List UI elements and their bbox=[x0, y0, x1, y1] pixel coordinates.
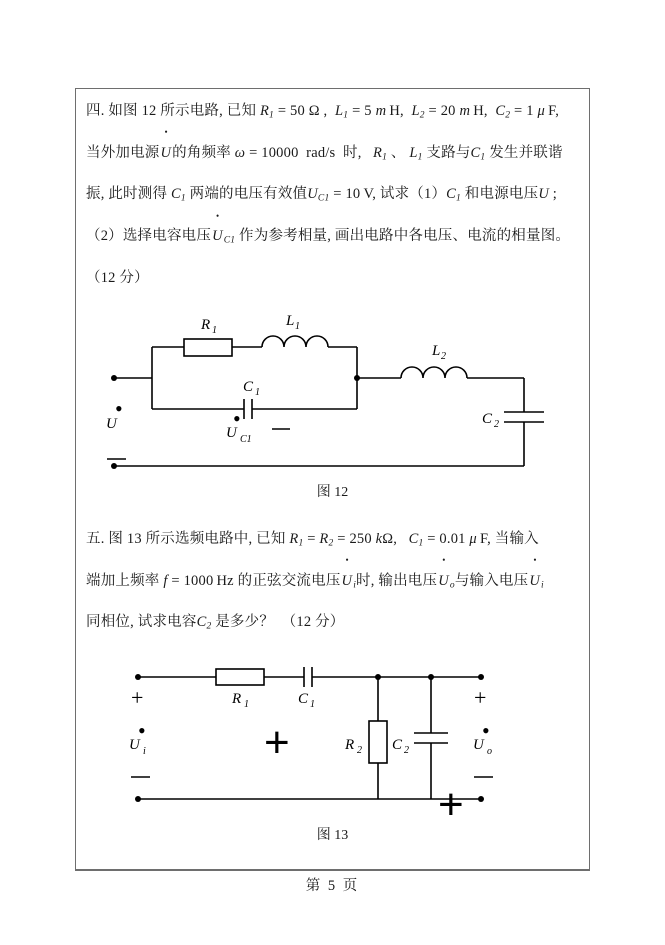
figure-13-label-Uo: U bbox=[473, 737, 484, 753]
figure-12-label-C2: C bbox=[482, 411, 493, 427]
figure-12-label-UC1: U bbox=[226, 425, 237, 441]
figure-13-label-R1: R bbox=[232, 691, 242, 707]
figure-13-circuit bbox=[126, 659, 546, 819]
figure-13-label-C2: C bbox=[392, 737, 403, 753]
figure-13-stray-plus-bottom: + bbox=[438, 780, 464, 819]
q4-line-3: 振, 此时测得 $C_1$ 两端的电压有效值$U_{C1} = 10$ V, 试求$(1)C_1$ 和电源电压U ; bbox=[86, 186, 558, 204]
figure-12-label-source-U: U bbox=[106, 416, 117, 432]
figure-12-label-L1: L bbox=[286, 313, 295, 329]
q5-line-2: 端加上频率 f = 1000 Hz 的正弦交流电压• $U_i$时, 输出电压• $U_o$与输入电压• $U_i$ bbox=[86, 563, 583, 605]
figure-13-plus-output: + bbox=[474, 685, 487, 710]
q4-line-4: （2）选择电容电压• $U_{C1}$ 作为参考相量, 画出电路中各电压、电流的相量图。 bbox=[86, 218, 583, 260]
figure-12-label-R1: R bbox=[201, 317, 211, 333]
footer-divider bbox=[75, 869, 590, 871]
q5-line-1: 五. 图 13 所示选频电路中, 已知 $R_1 = R_2 = 250$ kΩ, $C_1 = 0.01$ μ F, 当输入 bbox=[86, 531, 539, 549]
figure-13-caption-text: 图 13 bbox=[316, 828, 349, 843]
page-number-footer: 第 5 页 bbox=[305, 878, 360, 894]
q4-line-2: 当外加电源• U的角频率 ω = 10000 rad/s 时, $R_1$ 、 $L_1$ 支路与$C_1$ 发生并联谐 bbox=[86, 135, 583, 177]
svg-text:1: 1 bbox=[310, 699, 315, 710]
q4-line-1: 四. 如图 12 所示电路, 已知 $R_1 = 50$ Ω , $L_1 = 5$ m H, $L_2 = 20$ m H, $C_2 = 1$ μ F, bbox=[86, 103, 560, 121]
figure-12-circuit bbox=[104, 289, 564, 489]
figure-12-caption-text: 图 12 bbox=[316, 485, 349, 500]
svg-text:2: 2 bbox=[404, 745, 409, 756]
svg-text:1: 1 bbox=[244, 699, 249, 710]
figure-13-plus-input: + bbox=[131, 685, 144, 710]
exam-page-frame bbox=[75, 88, 590, 870]
figure-13-caption bbox=[76, 824, 589, 844]
svg-text:1: 1 bbox=[255, 387, 260, 398]
figure-13 bbox=[126, 659, 546, 819]
question-4-text-block bbox=[86, 93, 583, 297]
svg-text:C1: C1 bbox=[240, 434, 252, 445]
svg-text:•: • bbox=[482, 718, 490, 743]
figure-13-stray-plus-center: + bbox=[264, 718, 290, 767]
figure-12-caption bbox=[76, 481, 589, 501]
svg-text:o: o bbox=[487, 746, 492, 757]
svg-text:1: 1 bbox=[295, 321, 300, 332]
svg-text:•: • bbox=[233, 406, 241, 431]
q5-line-3: 同相位, 试求电容$C_2$ 是多少？ （12 分） bbox=[86, 614, 345, 632]
svg-text:2: 2 bbox=[494, 419, 499, 430]
figure-12-label-C1: C bbox=[243, 379, 254, 395]
svg-text:2: 2 bbox=[357, 745, 362, 756]
svg-text:•: • bbox=[138, 718, 146, 743]
svg-text:1: 1 bbox=[212, 325, 217, 336]
figure-13-label-C1: C bbox=[298, 691, 309, 707]
figure-12 bbox=[104, 289, 564, 489]
figure-12-label-L2: L bbox=[432, 343, 441, 359]
figure-13-label-R2: R bbox=[345, 737, 355, 753]
figure-13-label-Ui: U bbox=[129, 737, 140, 753]
question-5-text-block bbox=[86, 521, 583, 646]
svg-text:i: i bbox=[143, 746, 146, 757]
q4-line-5: （12 分） bbox=[86, 269, 149, 286]
svg-text:2: 2 bbox=[441, 351, 446, 362]
svg-text:•: • bbox=[115, 396, 123, 421]
